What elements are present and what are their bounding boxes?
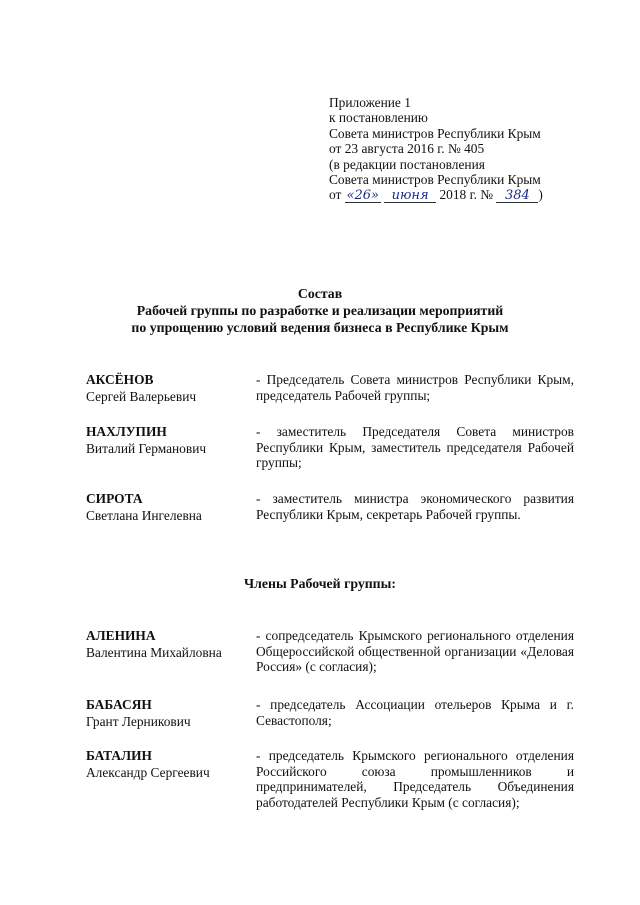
title-line: Состав: [297, 286, 343, 301]
amendment-date-line: [329, 187, 543, 203]
appendix-line: Совета министров Республики Крым: [329, 172, 541, 188]
appendix-line: (в редакции постановления: [329, 156, 485, 172]
date-close: ): [538, 187, 543, 203]
member-surname: БАБАСЯН: [86, 697, 152, 712]
handwritten-month: июня: [384, 189, 436, 203]
member-given-name: Грант Лерникович: [86, 714, 191, 729]
members-heading: Члены Рабочей группы:: [244, 576, 396, 591]
appendix-header: [329, 95, 543, 203]
appendix-line: к постановлению: [329, 110, 428, 126]
handwritten-day: «26»: [346, 188, 379, 204]
member-role: - председатель Крымского регионального отделения Российского союза промышленников и предпринимателей, Председатель Объединения работодателей Республики Крым (с согласия);: [256, 748, 574, 810]
date-year: 2018 г. №: [439, 187, 494, 203]
date-prefix: от: [329, 187, 342, 203]
member-surname: АКСЁНОВ: [86, 372, 154, 387]
member-role: - Председатель Совета министров Республики Крым, председатель Рабочей группы;: [256, 372, 574, 403]
member-given-name: Александр Сергеевич: [86, 765, 210, 780]
member-surname: БАТАЛИН: [86, 748, 152, 763]
member-role: - председатель Ассоциации отельеров Крыма и г. Севастополя;: [256, 697, 574, 728]
appendix-line: Совета министров Республики Крым: [329, 125, 541, 141]
member-role: - сопредседатель Крымского регионального отделения Общероссийской общественной организации «Деловая Россия» (с согласия);: [256, 628, 574, 675]
member-surname: АЛЕНИНА: [86, 628, 156, 643]
title-line: Рабочей группы по разработке и реализации мероприятий: [136, 303, 504, 318]
member-surname: СИРОТА: [86, 491, 143, 506]
title-line: по упрощению условий ведения бизнеса в Республике Крым: [131, 320, 509, 335]
document-title: [0, 285, 640, 336]
member-given-name: Светлана Ингелевна: [86, 508, 202, 523]
member-given-name: Сергей Валерьевич: [86, 389, 197, 404]
member-role: - заместитель министра экономического развития Республики Крым, секретарь Рабочей группы.: [256, 491, 574, 522]
member-given-name: Валентина Михайловна: [86, 645, 222, 660]
appendix-line: от 23 августа 2016 г. № 405: [329, 141, 485, 157]
appendix-line: Приложение 1: [329, 95, 411, 110]
handwritten-number: 384: [496, 189, 538, 203]
member-role: - заместитель Председателя Совета министров Республики Крым, заместитель председателя Рабочей группы;: [256, 424, 574, 471]
member-given-name: Виталий Германович: [86, 441, 207, 456]
member-surname: НАХЛУПИН: [86, 424, 167, 439]
